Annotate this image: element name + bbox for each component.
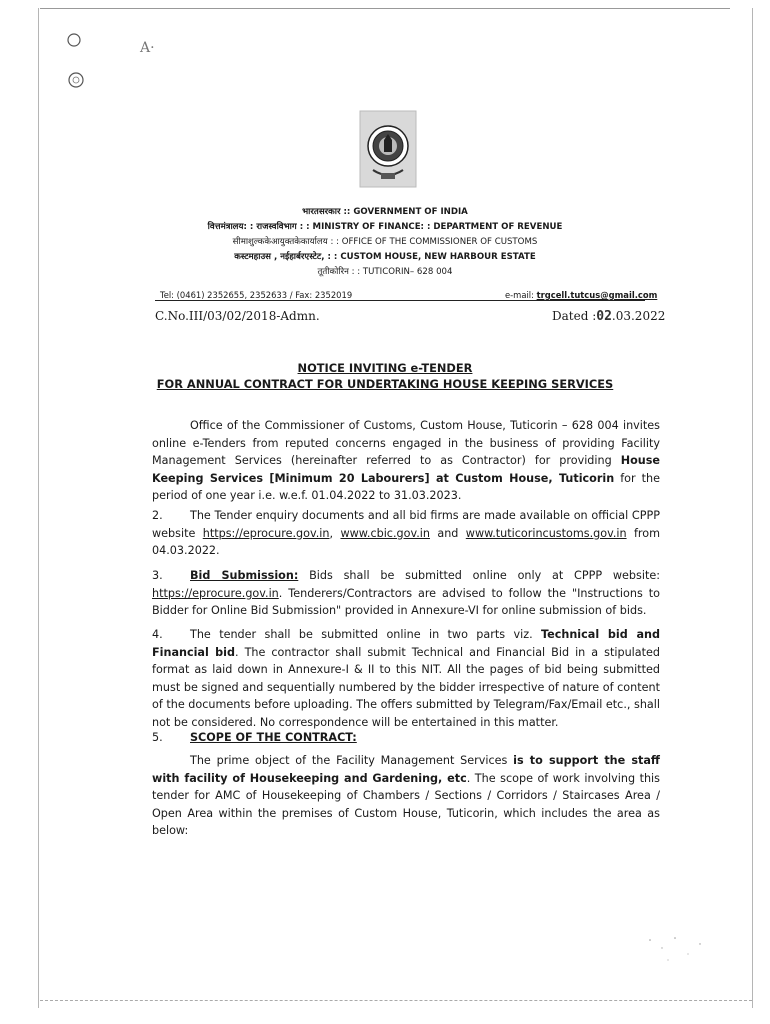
notice-title: NOTICE INVITING e-TENDER <box>297 361 473 375</box>
bid-submission-heading: Bid Submission: <box>190 569 299 582</box>
header-line-1: भारतसरकार :: GOVERNMENT OF INDIA <box>302 207 468 217</box>
eprocure-link[interactable]: https://eprocure.gov.in <box>202 526 330 540</box>
handwritten-date: 02 <box>596 309 612 324</box>
header-line-5: तूतीकोरिन : : TUTICORIN– 628 004 <box>317 267 453 277</box>
page-edge-right <box>752 8 753 1008</box>
customs-emblem-icon <box>359 110 417 188</box>
paragraph-3: 3. Bid Submission: Bids shall be submitted online only at CPPP website: https://eprocure.gov.in. Tenderers/Contractors are advised to follow the "Instructions to Bidder for Online Bid Submission" provided in Annexure-VI for online submission of bids. <box>152 569 660 618</box>
page-edge-top <box>40 8 730 9</box>
header-line-4: कस्टमहाउस , नईहार्बरएस्टेट, : : CUSTOM HOUSE, NEW HARBOUR ESTATE <box>234 252 536 262</box>
eprocure-link-2[interactable]: https://eprocure.gov.in <box>152 586 279 600</box>
page-edge-bottom <box>40 1000 752 1001</box>
dated: Dated :02.03.2022 <box>552 309 666 324</box>
scribble-mark: A· <box>140 40 155 56</box>
scan-specks <box>640 930 710 970</box>
punch-hole-marks <box>64 30 104 100</box>
paragraph-4: 4. The tender shall be submitted online in two parts viz. Technical bid and Financial bid. The contractor shall submit Technical and Financial Bid in a stipulated format as laid down in Annexure-I & II to this NIT. All the pages of bid being submitted must be signed and sequentially numbered by the bidder irrespective of nature of content of the documents before uploading. The offers submitted by Telegram/Fax/Email etc., shall not be considered. No correspondence will be entertained in this matter. <box>152 628 660 729</box>
reference-number: C.No.III/03/02/2018-Admn. <box>155 309 320 323</box>
tuticorin-customs-link[interactable]: www.tuticorincustoms.gov.in <box>465 526 627 540</box>
scope-paragraph: The prime object of the Facility Management Services is to support the staff with facility of Housekeeping and Gardening, etc. The scope of work involving this tender for AMC of Housekeeping of Chambers / Sections / Corridors / Staircases Area / Open Area within the premises of Custom House, Tuticorin, which includes the area as below: <box>152 754 660 838</box>
notice-subtitle: FOR ANNUAL CONTRACT FOR UNDERTAKING HOUSE KEEPING SERVICES <box>156 377 614 391</box>
header-divider <box>155 300 645 301</box>
email-link[interactable]: trgcell.tutcus@gmail.com <box>536 290 658 300</box>
header-line-2: वित्तमंत्रालय: : राजस्वविभाग : : MINISTRY OF FINANCE: : DEPARTMENT OF REVENUE <box>207 222 563 232</box>
telephone-fax: Tel: (0461) 2352655, 2352633 / Fax: 2352019 <box>160 290 353 300</box>
paragraph-2: 2. The Tender enquiry documents and all bid firms are made available on official CPPP website https://eprocure.gov.in, www.cbic.gov.in and www.tuticorincustoms.gov.in from 04.03.2022. <box>152 509 660 558</box>
cbic-link[interactable]: www.cbic.gov.in <box>340 526 430 540</box>
page-edge-left <box>38 8 39 1008</box>
header-line-3: सीमाशुल्ककेआयुक्तकेकार्यालय : : OFFICE OF THE COMMISSIONER OF CUSTOMS <box>232 237 538 247</box>
email-contact: e-mail: trgcell.tutcus@gmail.com <box>505 290 658 300</box>
paragraph-5-heading: 5. SCOPE OF THE CONTRACT: <box>152 731 357 744</box>
paragraph-1: Office of the Commissioner of Customs, Custom House, Tuticorin – 628 004 invites online e-Tenders from reputed concerns engaged in the business of providing Facility Management Services (hereinafter referred to as Contractor) for providing House Keeping Services [Minimum 20 Labourers] at Custom House, Tuticorin for the period of one year i.e. w.e.f. 01.04.2022 to 31.03.2023. <box>152 419 660 503</box>
